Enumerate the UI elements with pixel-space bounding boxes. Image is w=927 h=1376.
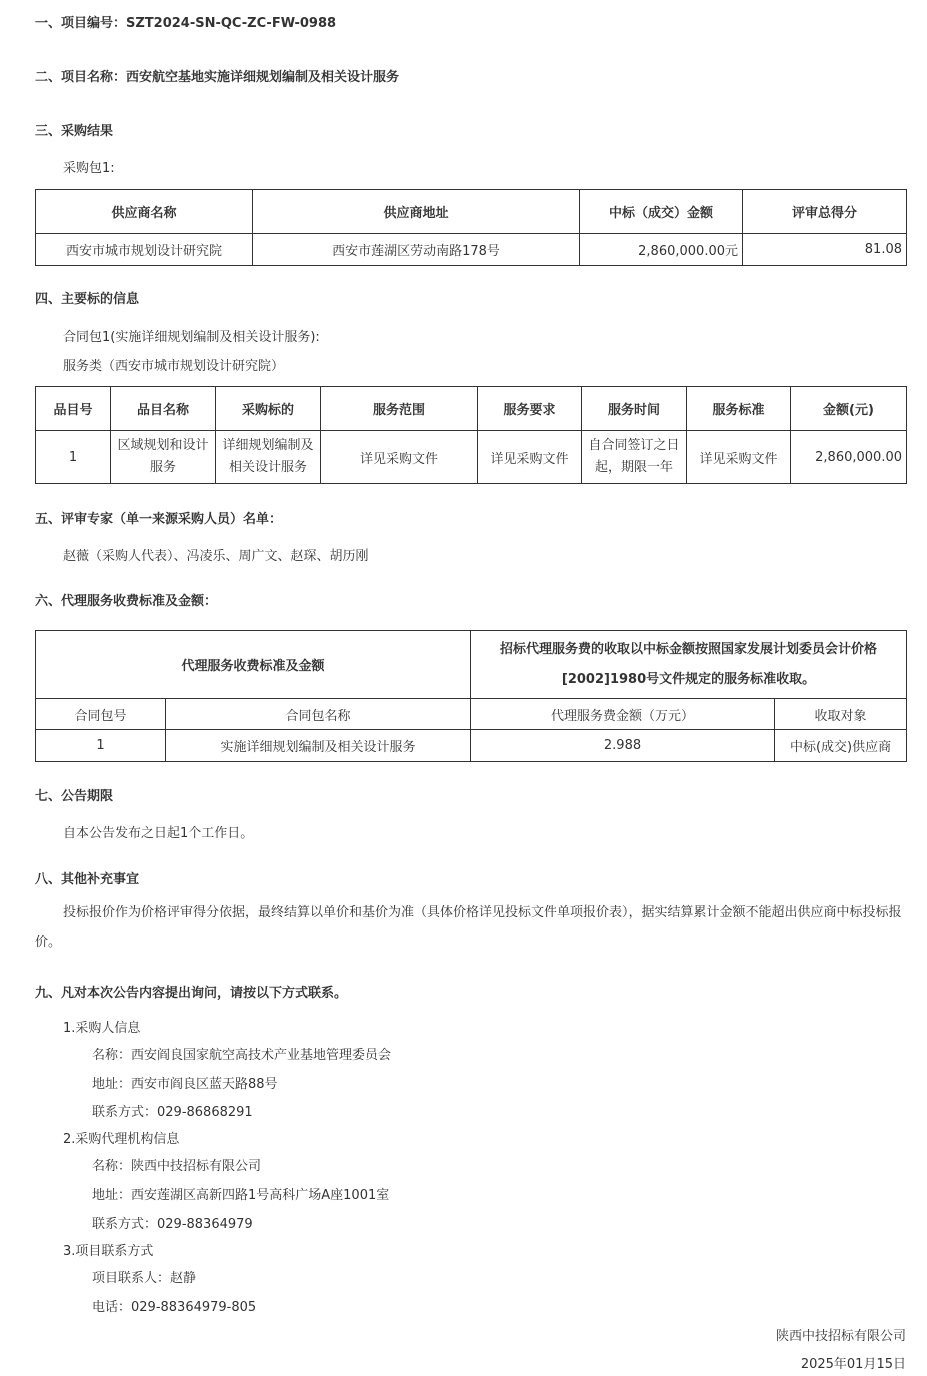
procurement-subject: 详细规划编制及相关设计服务 bbox=[216, 431, 321, 484]
table-header: 金额(元) bbox=[791, 387, 907, 431]
fee-standard-description: 招标代理服务费的收取以中标金额按照国家发展计划委员会计价格[2002]1980号文件规定的服务标准收取。 bbox=[471, 631, 907, 699]
package-label: 采购包1: bbox=[63, 161, 115, 176]
supplier-name: 西安市城市规划设计研究院 bbox=[36, 234, 253, 266]
table-header: 评审总得分 bbox=[743, 190, 907, 234]
fee-package-number: 1 bbox=[36, 730, 166, 762]
service-scope: 详见采购文件 bbox=[321, 431, 478, 484]
project-number: 一、项目编号：SZT2024-SN-QC-ZC-FW-0988 bbox=[35, 16, 337, 31]
subject-table bbox=[35, 386, 907, 484]
item-number: 1 bbox=[36, 431, 111, 484]
fee-payer: 中标(成交)供应商 bbox=[775, 730, 907, 762]
supplement-text: 投标报价作为价格评审得分依据，最终结算以单价和基价为准（具体价格详见投标文件单项报价表），据实结算累计金额不能超出供应商中标投标报价。 bbox=[35, 905, 902, 950]
table-header: 代理服务费金额（万元） bbox=[471, 699, 775, 730]
section-supplement: 八、其他补充事宜 bbox=[35, 872, 140, 887]
table-header: 合同包号 bbox=[36, 699, 166, 730]
table-header: 供应商地址 bbox=[253, 190, 580, 234]
fee-table bbox=[35, 630, 907, 762]
table-header: 采购标的 bbox=[216, 387, 321, 431]
section-announcement-period: 七、公告期限 bbox=[35, 789, 114, 804]
table-header: 品目名称 bbox=[111, 387, 216, 431]
buyer-name: 名称：西安阎良国家航空高技术产业基地管理委员会 bbox=[92, 1048, 392, 1063]
table-header: 服务时间 bbox=[582, 387, 687, 431]
item-name: 区域规划和设计服务 bbox=[111, 431, 216, 484]
agent-phone: 联系方式：029-88364979 bbox=[92, 1217, 253, 1232]
buyer-address: 地址：西安市阎良区蓝天路88号 bbox=[92, 1077, 278, 1092]
section-agency-fee: 六、代理服务收费标准及金额： bbox=[35, 594, 218, 609]
review-score: 81.08 bbox=[743, 234, 907, 266]
buyer-info-title: 1.采购人信息 bbox=[63, 1021, 141, 1036]
project-contact-person: 项目联系人：赵静 bbox=[92, 1271, 197, 1286]
section-subject-info: 四、主要标的信息 bbox=[35, 292, 140, 307]
project-name: 二、项目名称：西安航空基地实施详细规划编制及相关设计服务 bbox=[35, 70, 400, 85]
fee-amount: 2.988 bbox=[471, 730, 775, 762]
fee-package-name: 实施详细规划编制及相关设计服务 bbox=[166, 730, 471, 762]
fee-standard-title: 代理服务收费标准及金额 bbox=[36, 631, 471, 699]
service-requirement: 详见采购文件 bbox=[478, 431, 582, 484]
table-header: 收取对象 bbox=[775, 699, 907, 730]
contract-package-label: 合同包1(实施详细规划编制及相关设计服务): bbox=[63, 330, 320, 345]
table-header: 供应商名称 bbox=[36, 190, 253, 234]
winning-amount: 2,860,000.00元 bbox=[580, 234, 743, 266]
issuer-name: 陕西中技招标有限公司 bbox=[775, 1329, 906, 1344]
table-header: 合同包名称 bbox=[166, 699, 471, 730]
announcement-period: 自本公告发布之日起1个工作日。 bbox=[63, 826, 254, 841]
section-procurement-result: 三、采购结果 bbox=[35, 124, 114, 139]
table-header: 服务标准 bbox=[687, 387, 791, 431]
item-amount: 2,860,000.00 bbox=[791, 431, 907, 484]
section-experts: 五、评审专家（单一来源采购人员）名单： bbox=[35, 512, 283, 527]
expert-list: 赵薇（采购人代表）、冯凌乐、周广文、赵琛、胡历刚 bbox=[63, 549, 369, 564]
buyer-phone: 联系方式：029-86868291 bbox=[92, 1105, 253, 1120]
service-category-label: 服务类（西安市城市规划设计研究院） bbox=[63, 359, 285, 374]
agent-name: 名称：陕西中技招标有限公司 bbox=[92, 1159, 262, 1174]
service-standard: 详见采购文件 bbox=[687, 431, 791, 484]
supplier-address: 西安市莲湖区劳动南路178号 bbox=[253, 234, 580, 266]
result-table bbox=[35, 189, 907, 266]
agent-address: 地址：西安莲湖区高新四路1号高科广场A座1001室 bbox=[92, 1188, 390, 1203]
service-time: 自合同签订之日起，期限一年 bbox=[582, 431, 687, 484]
table-header: 服务范围 bbox=[321, 387, 478, 431]
section-contact: 九、凡对本次公告内容提出询问，请按以下方式联系。 bbox=[35, 986, 348, 1001]
table-header: 中标（成交）金额 bbox=[580, 190, 743, 234]
table-header: 品目号 bbox=[36, 387, 111, 431]
issue-date: 2025年01月15日 bbox=[800, 1357, 906, 1372]
project-contact-phone: 电话：029-88364979-805 bbox=[92, 1300, 257, 1315]
project-contact-title: 3.项目联系方式 bbox=[63, 1244, 154, 1259]
table-header: 服务要求 bbox=[478, 387, 582, 431]
agent-info-title: 2.采购代理机构信息 bbox=[63, 1132, 180, 1147]
